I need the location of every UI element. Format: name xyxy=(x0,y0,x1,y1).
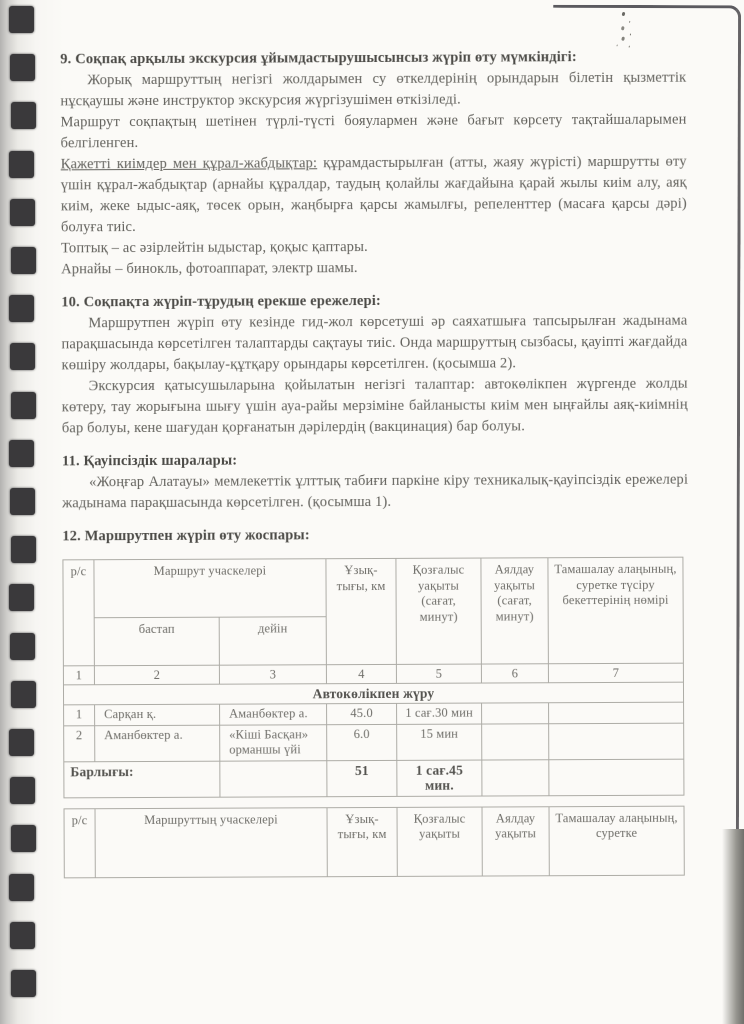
binding-tooth xyxy=(11,825,36,852)
cell-view xyxy=(549,702,684,723)
route-plan-table-continued xyxy=(64,805,685,878)
cell-stop xyxy=(482,703,549,724)
binding-tooth xyxy=(9,440,34,467)
th-from: бастап xyxy=(94,617,219,666)
cell-move: 15 мин xyxy=(397,724,482,760)
total-move: 1 сағ.45 мин. xyxy=(397,760,482,796)
col-number: 7 xyxy=(548,663,683,683)
binding-tooth xyxy=(11,247,36,274)
th-move-time: Қозғалыс уақыты xyxy=(397,807,482,876)
total-row xyxy=(64,759,684,798)
paragraph: «Жоңғар Алатауы» мемлекеттік ұлттық табиғи паркіне кіру техникалық-қауіпсіздік ережелері жадынама парақшасында көрсетілген. (қосымша 1). xyxy=(62,471,689,512)
cell-length: 45.0 xyxy=(327,703,397,724)
paragraph: Топтық – ас әзірлейтін ыдыстар, қоқыс қаптары. xyxy=(61,239,368,257)
binding-tooth xyxy=(10,343,35,370)
binding-tooth xyxy=(9,874,34,901)
binding-tooth xyxy=(11,102,36,129)
binding-tooth xyxy=(10,54,35,81)
section-10 xyxy=(61,290,688,440)
th-length: Ұзық-тығы, км xyxy=(326,558,396,664)
binding-tooth xyxy=(9,295,34,322)
col-number: 2 xyxy=(94,665,219,685)
paragraph: Экскурсия қатысушыларына қойылатын негізгі талаптар: автокөлікпен жүргенде жолды көтеру, тау жорығына шығу үшін ауа-райы мерзіміне байланысты киім мен ыңғайлы аяқ-киімнің бар болуы, кене шағудан қорғанатын дәрілердің (вакцинация) бар болуы. xyxy=(61,375,688,437)
total-length: 51 xyxy=(327,760,397,796)
paragraph: Жорық маршруттың негізгі жолдарымен су өткелдерінің орындарын білетін қызметтік нұсқаушы және инструктор экскурсия жүргізушімен өткізіледі. xyxy=(60,69,687,110)
paragraph xyxy=(61,152,687,239)
col-number: 3 xyxy=(219,665,326,684)
total-label: Барлығы: xyxy=(64,761,220,798)
section-12 xyxy=(62,524,688,548)
paragraph: Маршрут соқпақтың шетінен түрлі-түсті бояулармен және бағыт көрсету тақтайшаларымен белгіленген. xyxy=(60,111,687,152)
th-stop-time: Аялдау уақыты (сағат, минут) xyxy=(481,558,548,664)
binding-tooth xyxy=(10,777,35,804)
th-to: дейін xyxy=(219,617,326,665)
cell-length: 6.0 xyxy=(327,724,397,760)
binding-tooth xyxy=(10,633,35,660)
binding-tooth xyxy=(10,488,35,515)
cell-to: Аманбөктер а. xyxy=(220,704,327,725)
binding-tooth xyxy=(9,151,34,178)
section-11-heading: 11. Қауіпсіздік шаралары: xyxy=(61,452,238,470)
cell-move: 1 сағ.30 мин xyxy=(397,703,482,724)
col-number: 4 xyxy=(326,664,396,683)
th-row-number: р/с xyxy=(63,560,94,666)
binding-tooth xyxy=(10,922,35,949)
binding-tooth xyxy=(10,199,35,226)
paragraph-rest: құрамдастырылған (атты, жаяу жүрісті) маршрутты өту үшін құрал-жабдықтар (арнайы құралдар, таудың қолайлы жағдайына қарай жылы киім алу, аяқ киім, жеке ыдыс-аяқ, төсек орын, жаңбырға қарсы жамылғы, репеленттер (масаға қарсы дәрі) болуға тиіс. xyxy=(60,153,687,236)
th-viewpoint: Тамашалау алаңының, суретке xyxy=(549,806,684,876)
binding-tooth xyxy=(11,681,36,708)
binding-tooth xyxy=(9,6,34,33)
table-row xyxy=(64,723,684,762)
cell-from: Аманбөктер а. xyxy=(95,725,220,762)
section-11 xyxy=(62,449,688,515)
col-number: 5 xyxy=(396,664,481,683)
paragraph: Арнайы – бинокль, фотоаппарат, электр шамы. xyxy=(61,260,358,278)
section-9 xyxy=(60,47,687,281)
col-number: 6 xyxy=(481,664,548,683)
total-empty xyxy=(220,760,327,796)
section-10-heading: 10. Соқпақта жүріп-тұрудың ерекше ережелері: xyxy=(61,292,381,311)
cell-to: «Кіші Басқан» орманшы үйі xyxy=(220,724,327,760)
scan-edge-right-bottom xyxy=(722,829,744,1024)
binding-tooth xyxy=(11,392,36,419)
th-stop-time: Аялдау уақыты xyxy=(482,806,549,875)
cell-num: 2 xyxy=(64,725,95,761)
th-route-sections: Маршрут учаскелері xyxy=(94,559,326,618)
table-row xyxy=(64,702,684,725)
total-empty xyxy=(549,759,684,796)
th-viewpoint: Тамашалау алаңының, суретке түсіру бекеттерінің нөмірі xyxy=(548,557,683,664)
group-row xyxy=(63,682,683,705)
binding-tooth xyxy=(11,970,36,997)
group-label: Автокөлікпен жүру xyxy=(63,682,683,705)
section-12-heading: 12. Маршрутпен жүріп өту жоспары: xyxy=(62,527,310,545)
total-empty xyxy=(482,759,549,795)
cell-from: Сарқан қ. xyxy=(95,704,220,725)
binding-tooth xyxy=(9,729,34,756)
underlined-lead: Қажетті киімдер мен құрал-жабдықтар: xyxy=(60,155,318,173)
th-move-time: Қозғалыс уақыты (сағат, минут) xyxy=(396,558,481,664)
th-route-sections: Маршруттың учаскелері xyxy=(95,807,327,877)
binding-tooth xyxy=(9,584,34,611)
page-content xyxy=(60,47,690,878)
binding-tooth xyxy=(11,536,36,563)
cell-num: 1 xyxy=(64,705,95,726)
cell-view xyxy=(549,723,684,760)
section-9-heading: 9. Соқпақ арқылы экскурсия ұйымдастырушысынсыз жүріп өту мүмкіндігі: xyxy=(60,49,577,68)
col-number: 1 xyxy=(63,666,94,685)
th-row-number: р/с xyxy=(64,808,95,877)
paragraph: Маршрутпен жүріп өту кезінде гид-жол көрсетуші әр саяхатшыға тапсырылған жадынама парақшасында көрсетілген талаптарды сақтауы тиіс. Онда маршруттың сызбасы, қауіпті жағдайда көшіру жолдары, бақылау-құтқару орындары көрсетілген. (қосымша 2). xyxy=(61,312,688,374)
route-plan-table xyxy=(62,557,684,798)
cell-stop xyxy=(482,723,549,759)
th-length: Ұзық-тығы, км xyxy=(327,807,397,876)
